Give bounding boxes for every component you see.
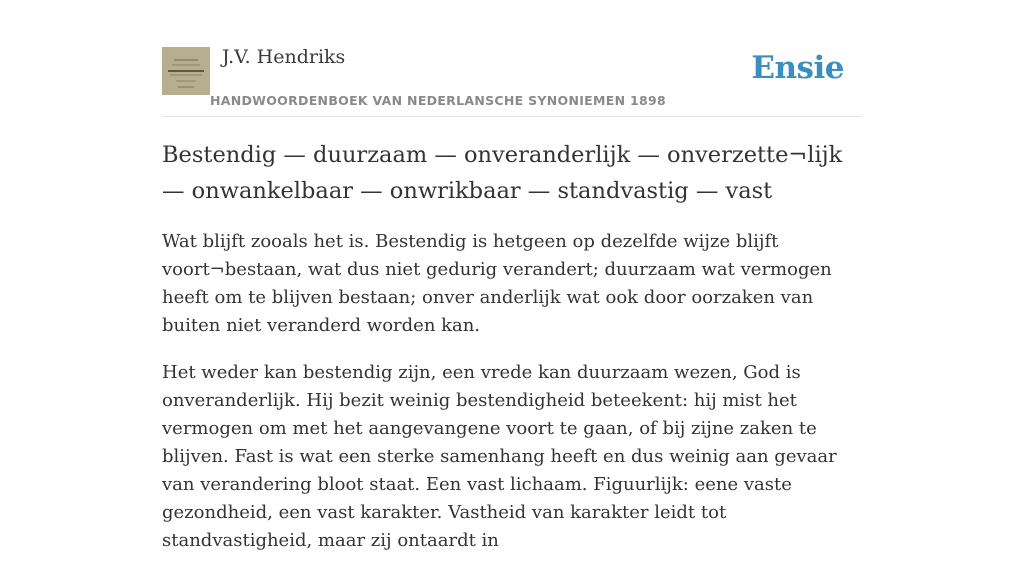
paragraph: Wat blijft zooals het is. Bestendig is hetgeen op dezelfde wijze blijft voort¬bestaan, wat dus niet gedurig verandert; duurzaam wat vermogen heeft om te blijven bestaan; onver anderlijk wat ook door oorzaken van buiten niet veranderd worden kan. bbox=[162, 231, 832, 336]
article-body bbox=[162, 228, 862, 574]
book-cover-icon bbox=[162, 47, 210, 95]
author-name[interactable]: J.V. Hendriks bbox=[222, 46, 346, 68]
article-title: Bestendig — duurzaam — onveranderlijk — onverzette¬lijk — onwankelbaar — onwrikbaar — standvastig — vast bbox=[162, 142, 843, 204]
article-header bbox=[162, 0, 862, 117]
source-title[interactable]: HANDWOORDENBOEK VAN NEDERLANSCHE SYNONIEMEN 1898 bbox=[210, 93, 667, 108]
avatar[interactable] bbox=[162, 47, 210, 95]
paragraph: Het weder kan bestendig zijn, een vrede kan duurzaam wezen, God is onveranderlijk. Hij bezit weinig bestendigheid beteekent: hij mist het vermogen om met het aangevangene voort te gaan, of bij zijne zaken te blijven. Fast is wat een sterke samenhang heeft en dus weinig aan gevaar van verandering bloot staat. Een vast lichaam. Figuurlijk: eene vaste gezondheid, een vast karakter. Vastheid van karakter leidt tot standvastigheid, maar zij ontaardt in bbox=[162, 362, 837, 551]
page-container bbox=[162, 0, 862, 551]
brand-logo[interactable]: Ensie bbox=[751, 50, 844, 86]
